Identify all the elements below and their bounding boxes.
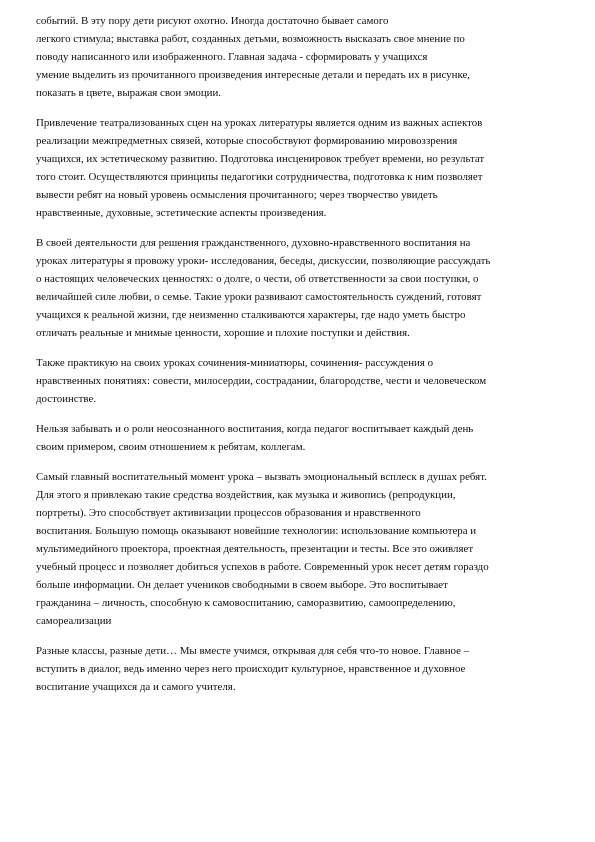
text-line: легкого стимула; выставка работ, созданных детьми, возможность высказать свое мнение по	[36, 33, 465, 45]
text-line: событий. В эту пору дети рисуют охотно. Иногда достаточно бывает самого	[36, 15, 389, 27]
text-line: мультимедийного проектора, проектная деятельность, презентации и тесты. Все это оживляет	[36, 543, 474, 555]
text-line: достоинстве.	[36, 393, 97, 405]
text-line: своим примером, своим отношением к ребятам, коллегам.	[36, 441, 306, 453]
text-line: учебный процесс и позволяет добиться успехов в работе. Современный урок несет детям гораздо	[36, 561, 489, 573]
paragraph-key-moment	[36, 468, 570, 630]
text-line: больше информации. Он делает учеников свободными в своем выборе. Это воспитывает	[36, 579, 448, 591]
paragraph-conclusion	[36, 642, 570, 696]
text-line: вступить в диалог, ведь именно через него происходит культурное, нравственное и духовное	[36, 663, 466, 675]
text-line: Самый главный воспитательный момент урока – вызвать эмоциональный всплеск в душах ребят.	[36, 471, 487, 483]
text-line: Также практикую на своих уроках сочинения-миниатюры, сочинения- рассуждения о	[36, 357, 434, 369]
text-line: величайшей силе любви, о семье. Такие уроки развивают самостоятельность суждений, готовят	[36, 291, 482, 303]
text-line: отличать реальные и мнимые ценности, хорошие и плохие поступки и действия.	[36, 327, 410, 339]
document-page	[36, 12, 570, 708]
text-line: уроках литературы я провожу уроки- исследования, беседы, дискуссии, позволяющие рассуждать	[36, 255, 491, 267]
text-line: Нельзя забывать и о роли неосознанного воспитания, когда педагог воспитывает каждый день	[36, 423, 474, 435]
text-line: воспитание учащихся да и самого учителя.	[36, 681, 236, 693]
paragraph-drawing	[36, 12, 570, 102]
text-line: Разные классы, разные дети… Мы вместе учимся, открывая для себя что-то новое. Главное –	[36, 645, 470, 657]
text-line: Для этого я привлекаю такие средства воздействия, как музыка и живопись (репродукции,	[36, 489, 456, 501]
text-line: портреты). Это способствует активизации процессов образования и нравственного	[36, 507, 421, 519]
text-line: В своей деятельности для решения гражданственного, духовно-нравственного воспитания на	[36, 237, 471, 249]
text-line: гражданина – личность, способную к самовоспитанию, саморазвитию, самоопределению,	[36, 597, 456, 609]
text-line: учащихся к реальной жизни, где неизменно сталкиваются характеры, где надо уметь быстро	[36, 309, 466, 321]
text-line: вывести ребят на новый уровень осмысления прочитанного; через творчество увидеть	[36, 189, 438, 201]
text-line: Привлечение театрализованных сцен на уроках литературы является одним из важных аспектов	[36, 117, 483, 129]
text-line: поводу написанного или изображенного. Главная задача - сформировать у учащихся	[36, 51, 428, 63]
text-line: о настоящих человеческих ценностях: о долге, о чести, об ответственности за свои поступки, о	[36, 273, 479, 285]
paragraph-activity	[36, 234, 570, 342]
text-line: нравственные, духовные, эстетические аспекты произведения.	[36, 207, 327, 219]
paragraph-essays	[36, 354, 570, 408]
text-line: реализации межпредметных связей, которые способствуют формированию мировоззрения	[36, 135, 458, 147]
text-line: умение выделить из прочитанного произведения интересные детали и передать их в рисунке,	[36, 69, 471, 81]
text-line: самореализации	[36, 615, 112, 627]
text-line: нравственных понятиях: совести, милосердии, сострадании, благородстве, чести и человеческом	[36, 375, 487, 387]
text-line: учащихся, их эстетическому развитию. Подготовка инсценировок требует времени, но результат	[36, 153, 485, 165]
text-line: воспитания. Большую помощь оказывают новейшие технологии: использование компьютера и	[36, 525, 477, 537]
text-line: того стоит. Осуществляются принципы педагогики сотрудничества, подготовка к ним позволяет	[36, 171, 483, 183]
paragraph-theatre	[36, 114, 570, 222]
paragraph-example	[36, 420, 570, 456]
text-line: показать в цвете, выражая свои эмоции.	[36, 87, 222, 99]
